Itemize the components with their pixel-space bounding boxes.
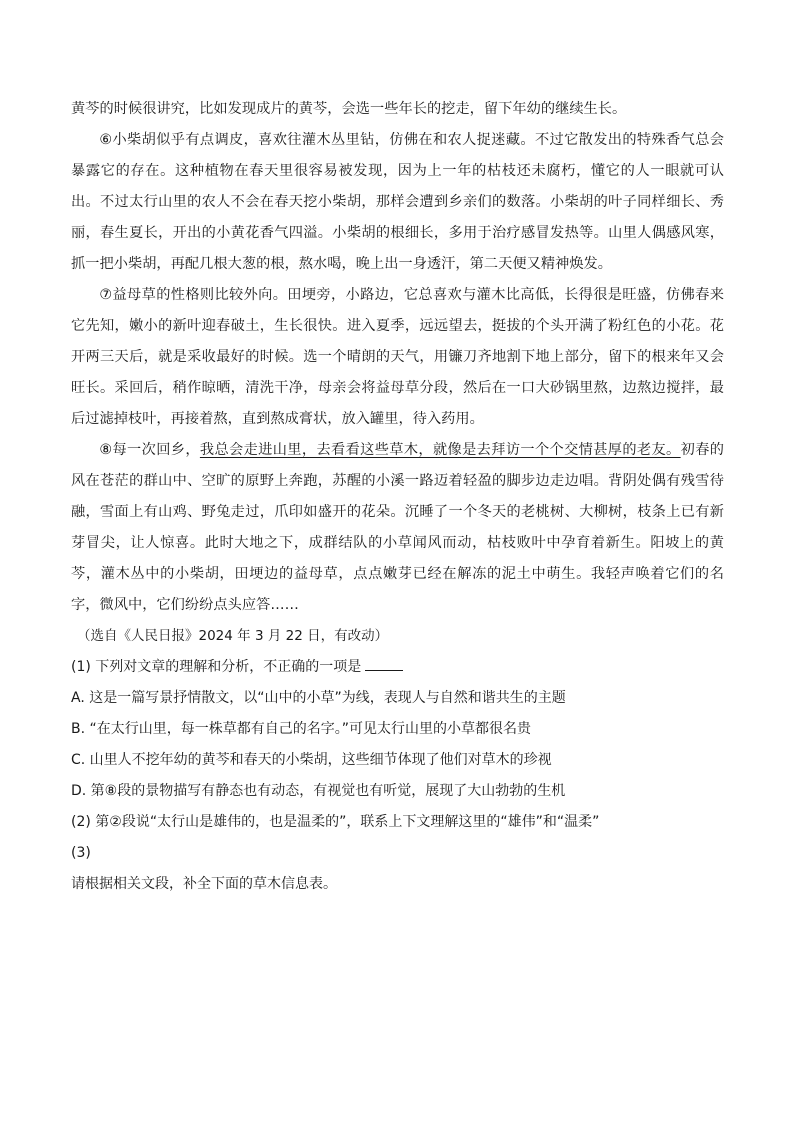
paragraph-7: ⑦益母草的性格则比较外向。田埂旁，小路边，它总喜欢与灌木比高低，长得很是旺盛，仿佛春来它先知，嫩小的新叶迎春破土，生长很快。进入夏季，远远望去，挺拔的个头开满了粉红色的小花。花开两三天后，就是采收最好的时候。选一个晴朗的天气，用镰刀齐地割下地上部分，留下的根来年又会旺长。采回后，稍作晾晒，清洗干净，母亲会将益母草分段，然后在一口大砂锅里熬，边熬边搅拌，最后过滤掉枝叶，再接着熬，直到熬成膏状，放入罐里，待入药用。 [71, 287, 724, 427]
question-3-text: 请根据相关文段，补全下面的草木信息表。 [71, 876, 337, 892]
answer-blank[interactable] [365, 655, 403, 671]
paragraph-8 [71, 435, 724, 621]
paragraph-5-tail: 黄芩的时候很讲究，比如发现成片的黄芩，会选一些年长的挖走，留下年幼的继续生长。 [71, 101, 627, 117]
question-1-text: (1) 下列对文章的理解和分析，不正确的一项是 [71, 659, 362, 675]
question-2: (2) 第②段说“太行山是雄伟的，也是温柔的”，联系上下文理解这里的“雄伟”和“温柔” [71, 814, 600, 830]
option-d: D. 第⑧段的景物描写有静态也有动态，有视觉也有听觉，展现了大山勃勃的生机 [71, 783, 566, 799]
source-citation: （选自《人民日报》2024 年 3 月 22 日，有改动） [77, 628, 389, 644]
option-b: B. “在太行山里，每一株草都有自己的名字。”可见太行山里的小草都很名贵 [71, 721, 532, 737]
question-1 [71, 652, 724, 683]
paragraph-6: ⑥小柴胡似乎有点调皮，喜欢往灌木丛里钻，仿佛在和农人捉迷藏。不过它散发出的特殊香气总会暴露它的存在。这种植物在春天里很容易被发现，因为上一年的枯枝还未腐朽，懂它的人一眼就可认出。不过太行山里的农人不会在春天挖小柴胡，那样会遭到乡亲们的数落。小柴胡的叶子同样细长、秀丽，春生夏长，开出的小黄花香气四溢。小柴胡的根细长，多用于治疗感冒发热等。山里人偶感风寒，抓一把小柴胡，再配几根大葱的根，熬水喝，晚上出一身透汗，第二天便又精神焕发。 [71, 132, 724, 272]
underlined-sentence: 我总会走进山里，去看看这些草木，就像是去拜访一个个交情甚厚的老友。 [199, 442, 681, 458]
option-a: A. 这是一篇写景抒情散文，以“山中的小草”为线，表现人与自然和谐共生的主题 [71, 690, 566, 706]
question-3-number: (3) [71, 845, 91, 861]
paragraph-8-prefix: ⑧每一次回乡， [99, 442, 200, 458]
article-body [71, 94, 724, 621]
paragraph-8-rest: 初春的风在苍茫的群山中、空旷的原野上奔跑，苏醒的小溪一路迈着轻盈的脚步边走边唱。背阴处偶有残雪待融，雪面上有山鸡、野兔走过，爪印如盛开的花朵。沉睡了一个冬天的老桃树、大柳树，枝条上已有新芽冒尖，让人惊喜。此时大地之下，成群结队的小草闻风而动，枯枝败叶中孕育着新生。阳坡上的黄芩，灌木丛中的小柴胡，田埂边的益母草，点点嫩芽已经在解冻的泥土中萌生。我轻声唤着它们的名字，微风中，它们纷纷点头应答…… [71, 442, 724, 613]
option-c: C. 山里人不挖年幼的黄芩和春天的小柴胡，这些细节体现了他们对草木的珍视 [71, 752, 552, 768]
